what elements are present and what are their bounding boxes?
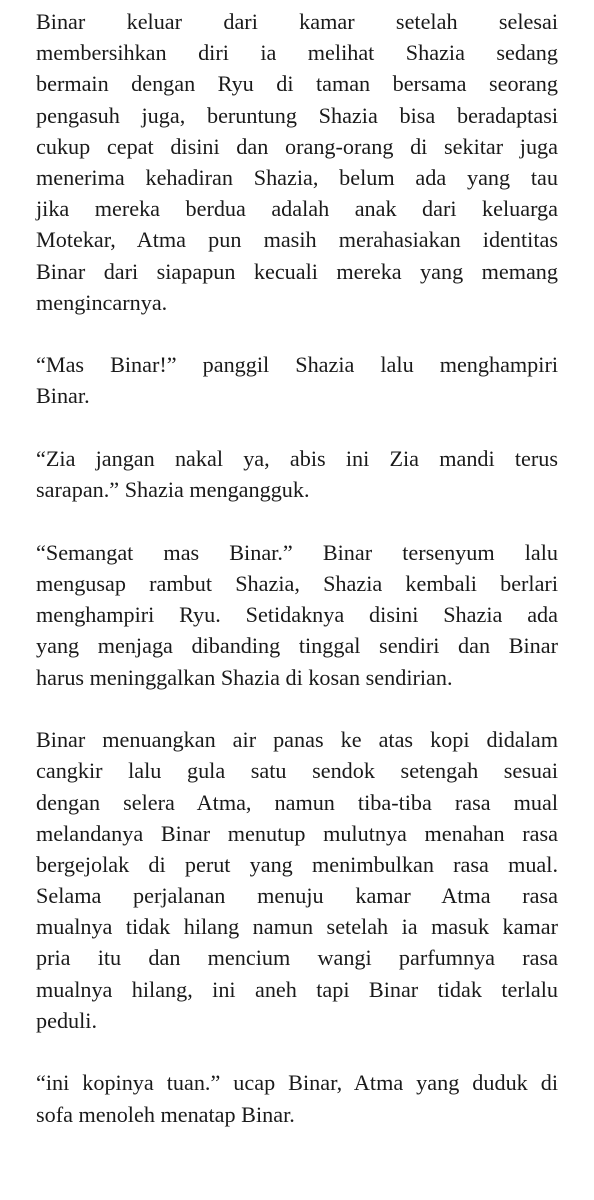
paragraph-1: [36, 6, 558, 318]
text-line: Binar menuangkan air panas ke atas kopi didalam: [36, 727, 558, 753]
text-line: Motekar, Atma pun masih merahasiakan identitas: [36, 227, 558, 253]
text-line: Binar.: [36, 383, 90, 409]
paragraph-5: [36, 724, 558, 1036]
text-line: menghampiri Ryu. Setidaknya disini Shazia ada: [36, 602, 558, 628]
text-line: pengasuh juga, beruntung Shazia bisa beradaptasi: [36, 102, 558, 128]
paragraph-3: [36, 443, 558, 505]
text-line: Binar keluar dari kamar setelah selesai: [36, 9, 558, 34]
text-line: cangkir lalu gula satu sendok setengah sesuai: [36, 758, 558, 784]
text-line: bergejolak di perut yang menimbulkan rasa mual.: [36, 851, 558, 877]
paragraph-2: [36, 349, 558, 411]
text-line: mualnya hilang, ini aneh tapi Binar tidak terlalu: [36, 976, 558, 1002]
story-text-page: [36, 6, 558, 1161]
text-line: “ini kopinya tuan.” ucap Binar, Atma yang duduk di: [36, 1070, 558, 1096]
text-line: mualnya tidak hilang namun setelah ia masuk kamar: [36, 914, 558, 940]
text-line: pria itu dan mencium wangi parfumnya rasa: [36, 945, 558, 971]
text-line: sarapan.” Shazia mengangguk.: [36, 477, 310, 503]
text-line: sofa menoleh menatap Binar.: [36, 1101, 295, 1127]
text-line: melandanya Binar menutup mulutnya menahan rasa: [36, 820, 558, 846]
text-line: mengusap rambut Shazia, Shazia kembali berlari: [36, 570, 558, 596]
text-line: jika mereka berdua adalah anak dari keluarga: [36, 196, 558, 222]
text-line: Selama perjalanan menuju kamar Atma rasa: [36, 883, 558, 909]
text-line: “Mas Binar!” panggil Shazia lalu menghampiri: [36, 352, 558, 378]
text-line: Binar dari siapapun kecuali mereka yang memang: [36, 258, 558, 284]
text-line: dengan selera Atma, namun tiba-tiba rasa mual: [36, 789, 558, 815]
text-line: bermain dengan Ryu di taman bersama seorang: [36, 71, 558, 97]
paragraph-6: [36, 1067, 558, 1129]
text-line: cukup cepat disini dan orang-orang di sekitar juga: [36, 133, 558, 159]
paragraph-4: [36, 537, 558, 693]
text-line: membersihkan diri ia melihat Shazia sedang: [36, 40, 558, 66]
text-line: harus meninggalkan Shazia di kosan sendirian.: [36, 664, 453, 690]
text-line: yang menjaga dibanding tinggal sendiri dan Binar: [36, 633, 558, 659]
text-line: peduli.: [36, 1007, 98, 1033]
text-line: “Semangat mas Binar.” Binar tersenyum lalu: [36, 539, 558, 565]
text-line: “Zia jangan nakal ya, abis ini Zia mandi terus: [36, 446, 558, 472]
text-line: menerima kehadiran Shazia, belum ada yang tau: [36, 164, 558, 190]
text-line: mengincarnya.: [36, 289, 168, 315]
